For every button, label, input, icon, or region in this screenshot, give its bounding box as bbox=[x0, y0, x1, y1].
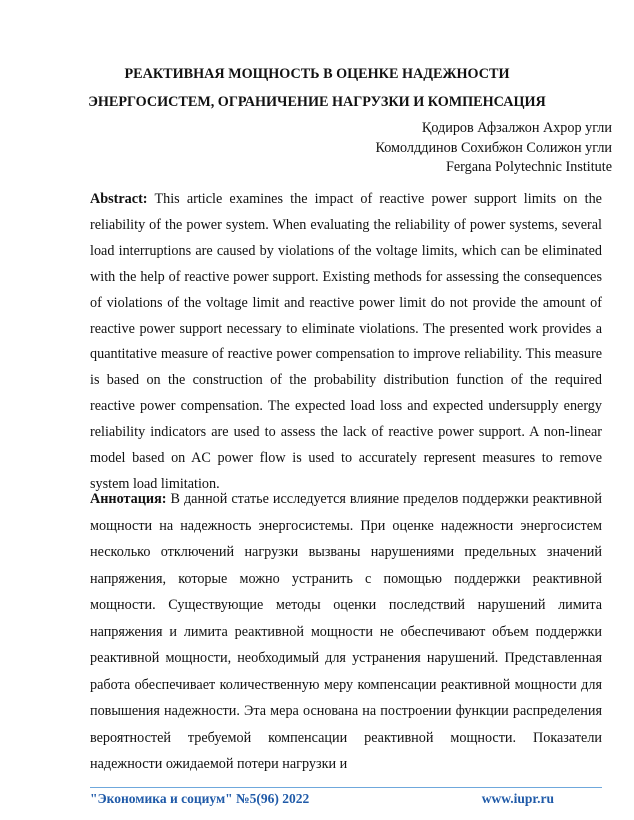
annotation-paragraph bbox=[90, 486, 602, 778]
paper-title bbox=[80, 60, 554, 116]
annotation-label: Аннотация: bbox=[90, 491, 167, 507]
abstract-text: This article examines the impact of reactive power support limits on the reliability of the power system. When evaluating the reliability of power systems, several load interruptions are caused by violations of the voltage limits, which can be eliminated with the help of reactive power support. Existing methods for assessing the consequences of violations of the voltage limit and reactive power limit do not provide the amount of reactive power support necessary to eliminate violations. The presented work provides a quantitative measure of reactive power compensation to improve reliability. This measure is based on the construction of the probability distribution function of the required reactive power compensation. The expected load loss and expected undersupply energy reliability indicators are used to assess the lack of reactive power support. A non-linear model based on AC power flow is used to accurately represent measures to remove system load limitation. bbox=[90, 191, 602, 492]
abstract-label: Abstract: bbox=[90, 191, 148, 207]
author-1: Қодиров Афзалжон Ахрор угли bbox=[421, 120, 612, 136]
abstract-paragraph bbox=[90, 187, 602, 498]
author-2: Комолддинов Сохибжон Солижон угли bbox=[375, 139, 612, 156]
footer-website-link[interactable]: www.iupr.ru bbox=[481, 791, 554, 806]
title-line-2: ЭНЕРГОСИСТЕМ, ОГРАНИЧЕНИЕ НАГРУЗКИ И КОМПЕНСАЦИЯ bbox=[88, 94, 546, 110]
footer-journal: "Экономика и социум" №5(96) 2022 bbox=[90, 791, 310, 806]
page-footer bbox=[90, 791, 602, 807]
footer-rule bbox=[90, 787, 602, 788]
annotation-text: В данной статье исследуется влияние пределов поддержки реактивной мощности на надежность энергосистемы. При оценке надежности энергосистем несколько отключений нагрузки вызваны нарушениями предельных значений напряжения, которые можно устранить с помощью поддержки реактивной мощности. Существующие методы оценки последствий нарушений лимита напряжения и лимита реактивной мощности не обеспечивают объем поддержки реактивной мощности, необходимый для устранения нарушений. Представленная работа обеспечивает количественную меру компенсации реактивной мощности для повышения надежности. Эта мера основана на построении функции распределения вероятностей требуемой компенсации реактивной мощности. Показатели надежности ожидаемой потери нагрузки и bbox=[90, 491, 602, 772]
title-line-1: РЕАКТИВНАЯ МОЩНОСТЬ В ОЦЕНКЕ НАДЕЖНОСТИ bbox=[124, 66, 510, 82]
affiliation: Fergana Polytechnic Institute bbox=[445, 159, 612, 175]
author-block bbox=[375, 119, 612, 178]
